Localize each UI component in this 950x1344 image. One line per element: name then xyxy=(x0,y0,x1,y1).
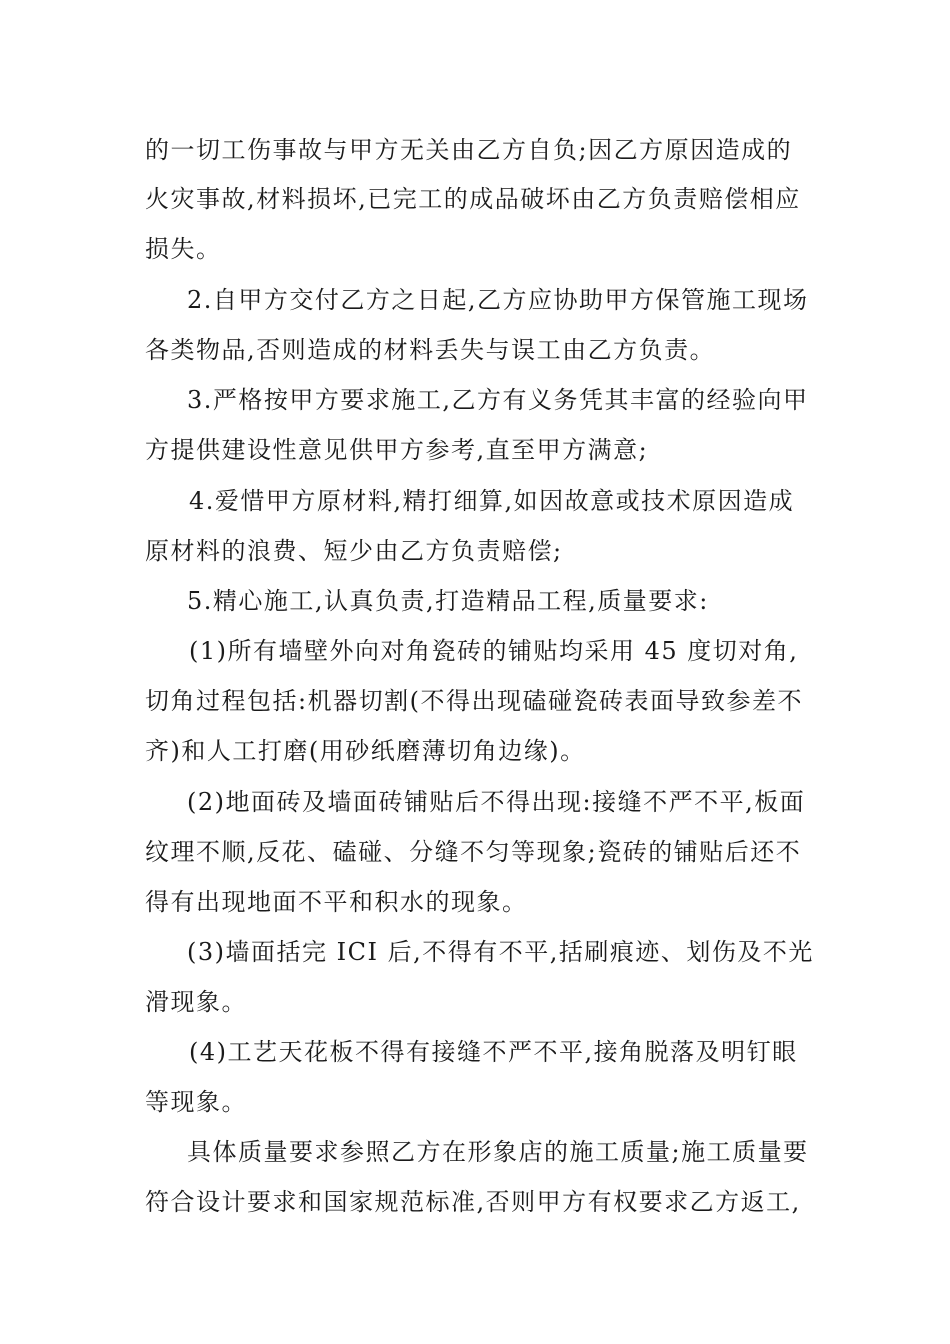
text-line: 等现象。 xyxy=(145,1088,247,1116)
text-line: 各类物品,否则造成的材料丢失与误工由乙方负责。 xyxy=(145,336,716,364)
paragraph-3-line: 3.严格按甲方要求施工,乙方有义务凭其丰富的经验向甲 xyxy=(187,386,809,414)
quality-paragraph-line: 具体质量要求参照乙方在形象店的施工质量;施工质量要 xyxy=(187,1138,809,1166)
item-3-line: (3)墙面括完 ICI 后,不得有不平,括刷痕迹、划伤及不光 xyxy=(187,938,814,966)
item-1-line: (1)所有墙壁外向对角瓷砖的铺贴均采用 45 度切对角, xyxy=(189,637,799,665)
text-line: 得有出现地面不平和积水的现象。 xyxy=(145,888,528,916)
text-line: 火灾事故,材料损坏,已完工的成品破坏由乙方负责赔偿相应 xyxy=(145,185,801,213)
text-line: 的一切工伤事故与甲方无关由乙方自负;因乙方原因造成的 xyxy=(145,136,793,164)
text-line: 滑现象。 xyxy=(145,988,247,1016)
text-line: 切角过程包括:机器切割(不得出现磕碰瓷砖表面导致参差不 xyxy=(145,687,803,715)
item-4-line: (4)工艺天花板不得有接缝不严不平,接角脱落及明钉眼 xyxy=(189,1038,798,1066)
paragraph-5-line: 5.精心施工,认真负责,打造精品工程,质量要求: xyxy=(187,587,709,615)
text-line: 方提供建设性意见供甲方参考,直至甲方满意; xyxy=(145,436,649,464)
paragraph-4-line: 4.爱惜甲方原材料,精打细算,如因故意或技术原因造成 xyxy=(189,487,795,515)
item-2-line: (2)地面砖及墙面砖铺贴后不得出现:接缝不严不平,板面 xyxy=(187,788,806,816)
text-line: 纹理不顺,反花、磕碰、分缝不匀等现象;瓷砖的铺贴后还不 xyxy=(145,838,802,866)
text-line: 损失。 xyxy=(145,235,222,263)
text-line: 齐)和人工打磨(用砂纸磨薄切角边缘)。 xyxy=(145,737,586,765)
text-line: 原材料的浪费、短少由乙方负责赔偿; xyxy=(145,537,563,565)
paragraph-2-line: 2.自甲方交付乙方之日起,乙方应协助甲方保管施工现场 xyxy=(187,286,809,314)
text-line: 符合设计要求和国家规范标准,否则甲方有权要求乙方返工, xyxy=(145,1188,801,1216)
